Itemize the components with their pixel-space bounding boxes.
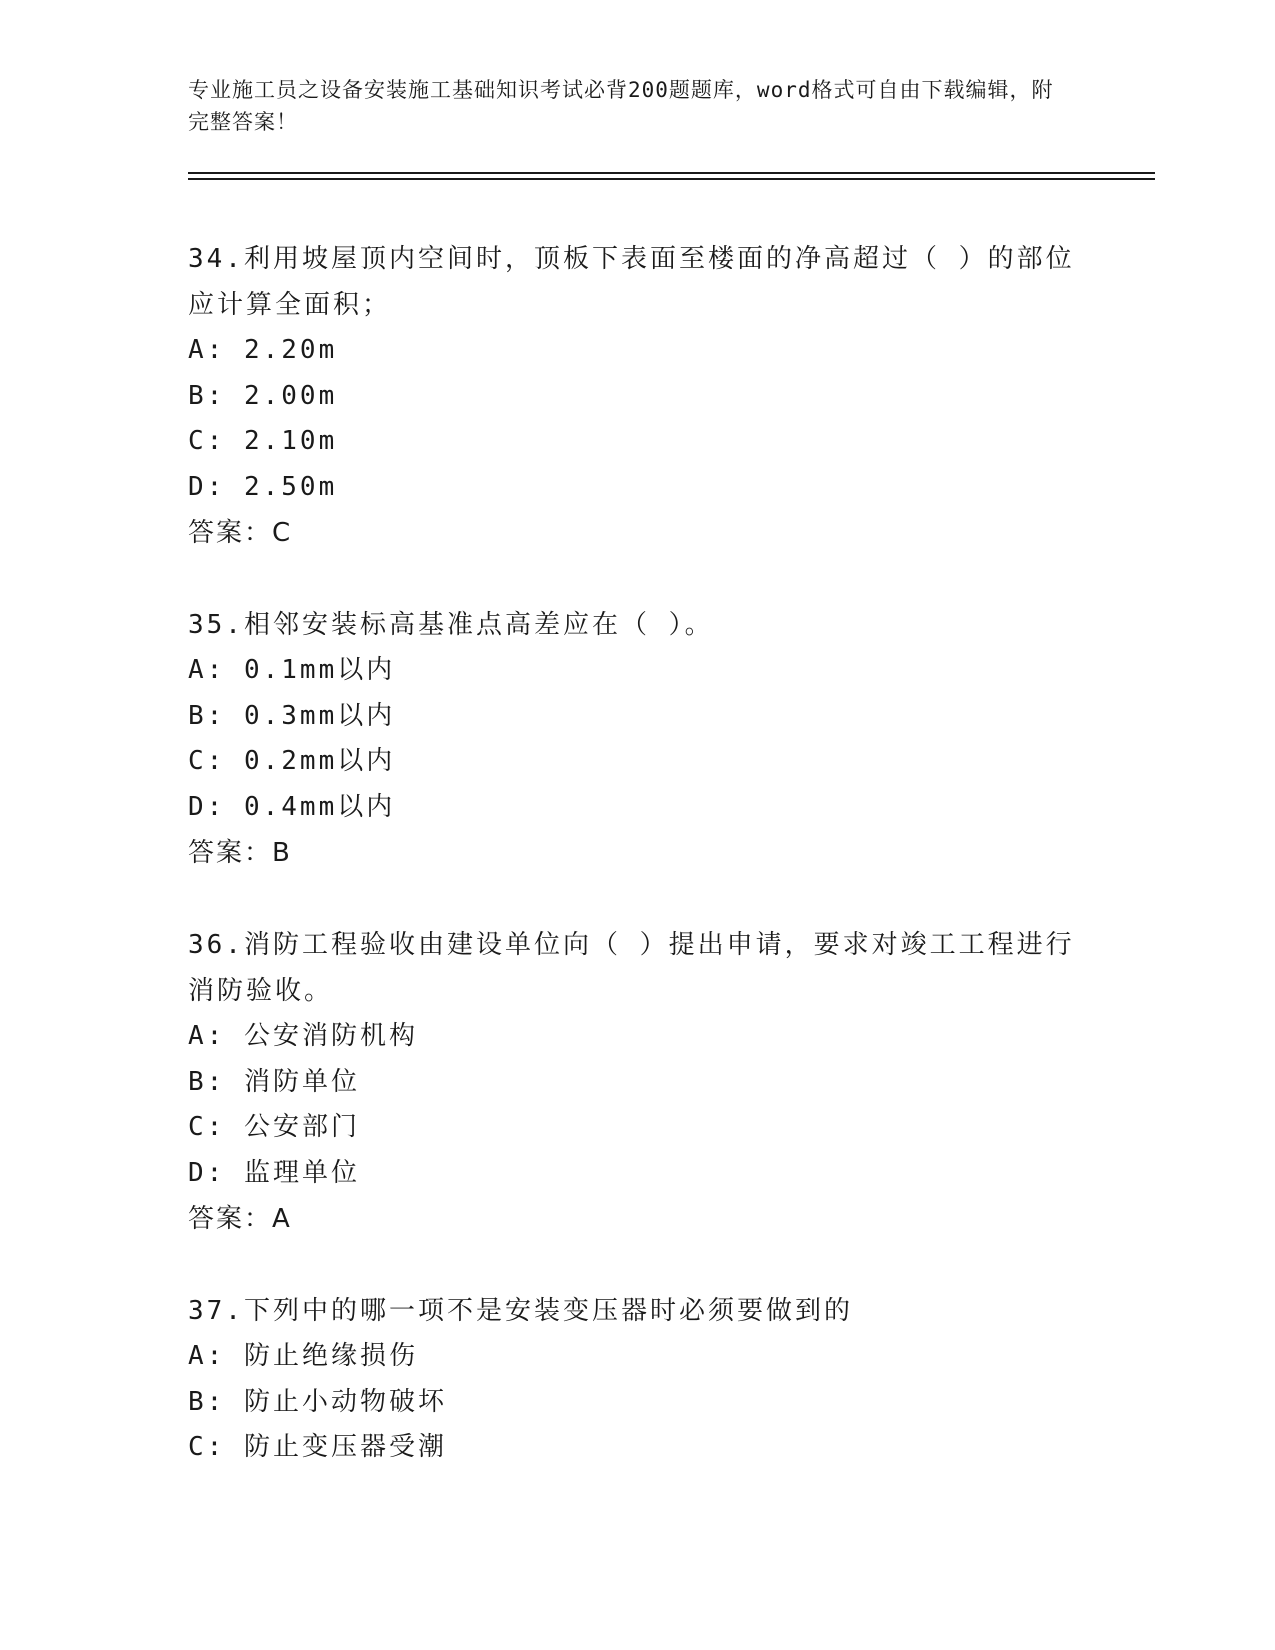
option-c: C: 0.2mm以内: [188, 746, 396, 776]
question-stem: 34.利用坡屋顶内空间时，顶板下表面至楼面的净高超过（ ）的部位应计算全面积；: [188, 244, 1075, 320]
header-divider-top: [188, 172, 1155, 174]
question-36: [188, 922, 1088, 1242]
option-b: B: 防止小动物破坏: [188, 1386, 447, 1417]
question-37: [188, 1288, 1088, 1471]
option-b: B: 消防单位: [188, 1066, 360, 1097]
answer-line: 答案：B: [188, 838, 292, 868]
option-d: D: 2.50m: [188, 471, 338, 502]
option-b: B: 0.3mm以内: [188, 700, 396, 731]
option-a: A: 公安消防机构: [188, 1021, 418, 1051]
answer-line: 答案：A: [188, 1204, 292, 1234]
option-a: A: 2.20m: [188, 335, 338, 365]
question-stem: 36.消防工程验收由建设单位向（ ）提出申请，要求对竣工工程进行消防验收。: [188, 930, 1075, 1006]
option-a: A: 防止绝缘损伤: [188, 1341, 418, 1371]
option-d: D: 0.4mm以内: [188, 791, 396, 822]
question-list: [188, 236, 1088, 1517]
question-35: [188, 602, 1088, 876]
question-stem: 35.相邻安装标高基准点高差应在（ ）。: [188, 610, 714, 640]
question-34: [188, 236, 1088, 556]
document-header: [188, 74, 1068, 138]
question-stem: 37.下列中的哪一项不是安装变压器时必须要做到的: [188, 1296, 853, 1326]
header-title: 专业施工员之设备安装施工基础知识考试必背200题题库，word格式可自由下载编辑，附完整答案！: [188, 78, 1054, 134]
option-c: C: 防止变压器受潮: [188, 1432, 447, 1462]
header-divider-bottom: [188, 178, 1155, 180]
answer-line: 答案：C: [188, 518, 293, 548]
option-c: C: 公安部门: [188, 1112, 360, 1142]
option-c: C: 2.10m: [188, 426, 338, 456]
option-b: B: 2.00m: [188, 380, 338, 411]
option-d: D: 监理单位: [188, 1157, 360, 1188]
option-a: A: 0.1mm以内: [188, 655, 396, 685]
